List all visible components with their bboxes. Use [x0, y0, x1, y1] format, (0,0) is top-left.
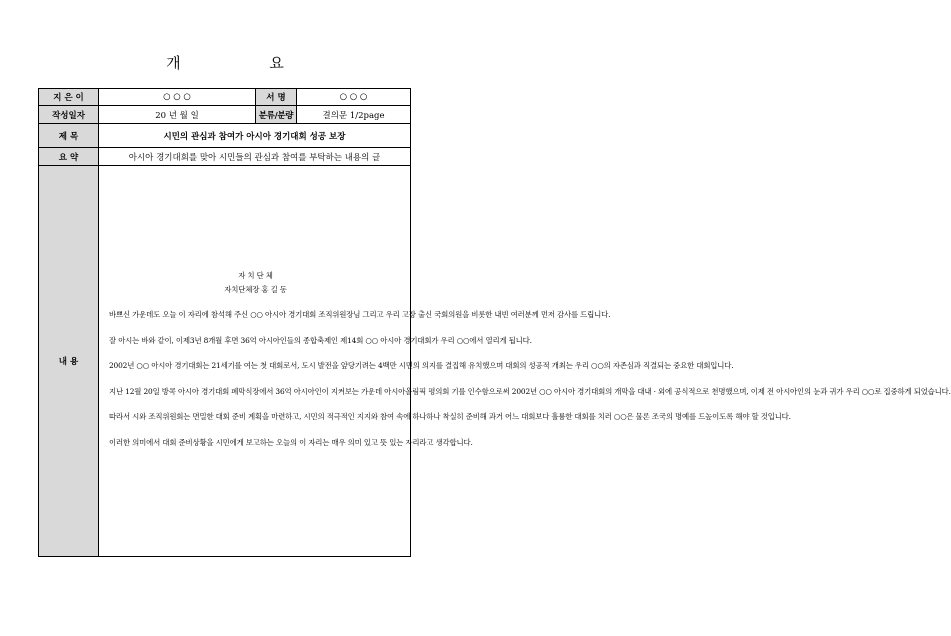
content-body [99, 166, 951, 557]
position-value: ○ ○ ○ [297, 89, 411, 106]
category-label: 분류/분량 [256, 106, 297, 124]
document-form-table [38, 88, 951, 557]
subject-label: 제 목 [39, 124, 99, 148]
document-title: 개 요 [166, 54, 326, 72]
content-org: 자 치 단 체 [238, 271, 273, 280]
subject-row [39, 124, 411, 148]
content-paragraph: 따라서 시와 조직위원회는 면밀한 대회 준비 계획을 마련하고, 시민의 적극적인 지지와 참여 속에 하나하나 착실히 준비해 과거 어느 대회보다 훌륭한 대회를 치러 ○○은 물론 조국의 명예를 드높이도록 해야 할 것입니다. [109, 412, 791, 421]
summary-value: 아시아 경기대회를 맞아 시민들의 관심과 참여를 부탁하는 내용의 글 [99, 148, 411, 166]
speaker-label: 지 은 이 [39, 89, 99, 106]
content-paragraph: 2002년 ○○ 아시아 경기대회는 21세기를 여는 첫 대회로서, 도시 발전을 앞당기려는 4백만 시민의 의지를 결집해 유치했으며 대회의 성공적 개최는 우리 ○○의 자존심과 직결되는 중요한 대회입니다. [109, 361, 734, 370]
content-paragraph: 이러한 의미에서 대회 준비상황을 시민에게 보고하는 오늘의 이 자리는 매우 의미 있고 뜻 있는 자리라고 생각합니다. [109, 437, 473, 447]
content-label: 내 용 [39, 166, 99, 557]
speaker-row [39, 89, 411, 106]
subject-value: 시민의 관심과 참여가 아시아 경기대회 성공 보장 [99, 124, 411, 148]
date-value: 20 년 월 일 [99, 106, 256, 124]
content-signatory: 자치단체장 홍 길 동 [224, 284, 287, 294]
summary-label: 요 약 [39, 148, 99, 166]
date-row [39, 106, 411, 124]
date-label: 작성일자 [39, 106, 99, 124]
position-label: 서 명 [256, 89, 297, 106]
summary-row [39, 148, 411, 166]
content-paragraph: 바쁘신 가운데도 오늘 이 자리에 참석해 주신 ○○ 아시아 경기대회 조직위원장님 그리고 우리 고장 출신 국회의원을 비롯한 내빈 여러분께 먼저 감사를 드립니다. [109, 310, 611, 319]
category-value: 결의문 1/2page [297, 106, 411, 124]
content-paragraph: 지난 12월 20일 방콕 아시아 경기대회 폐막식장에서 36억 아시아인이 지켜보는 가운데 아시아올림픽 평의회 기를 인수함으로써 2002년 ○○ 아시아 경기대회의 개막을 대내 · 외에 공식적으로 천명했으며, 이제 전 아시아인의 눈과 귀가 우리 ○○로 집중하게 되었습니다. [109, 386, 951, 396]
content-paragraph: 잘 아시는 바와 같이, 이제3년 8개월 후면 36억 아시아인들의 종합축제인 제14회 ○○ 아시아 경기대회가 우리 ○○에서 열리게 됩니다. [109, 335, 532, 345]
content-row [39, 166, 411, 557]
speaker-value: ○ ○ ○ [99, 89, 256, 106]
